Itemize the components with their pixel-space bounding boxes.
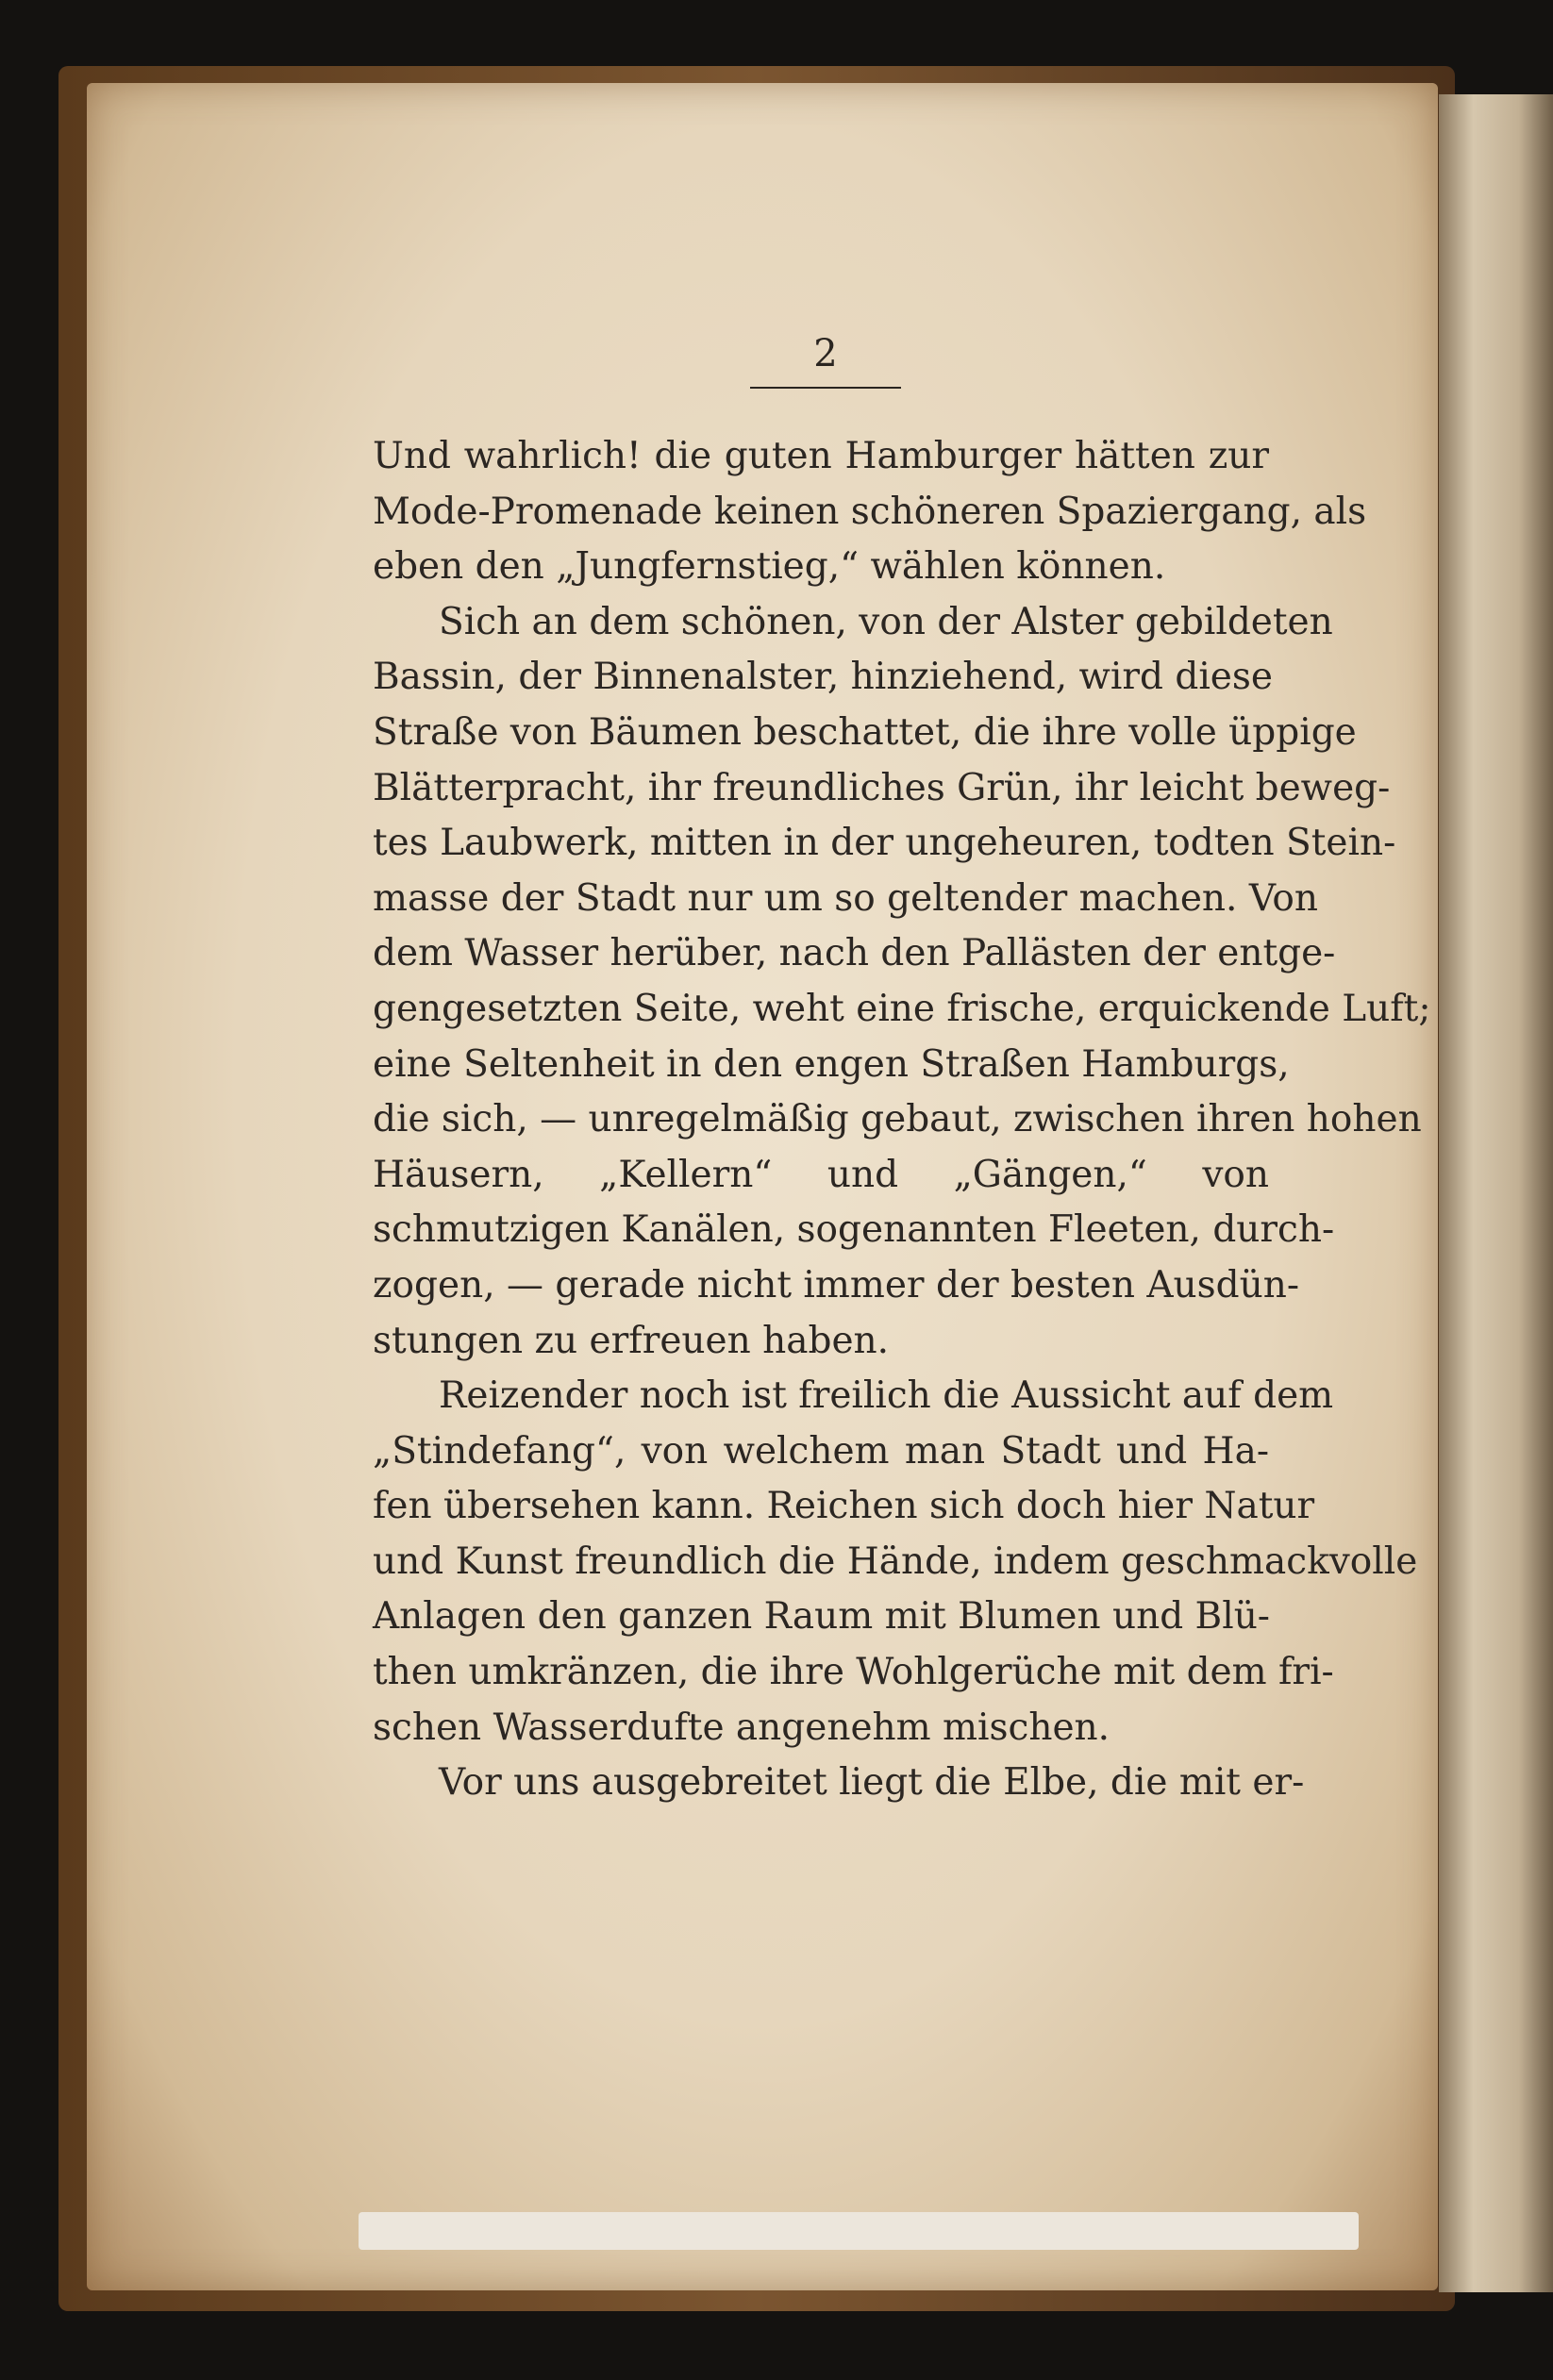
body-text: [373, 429, 1431, 1811]
text-line: Vor uns ausgebreitet liegt die Elbe, die mit er-: [439, 1761, 1305, 1805]
text-line: Häusern, „Kellern“ und „Gängen,“ von: [373, 1153, 1269, 1196]
text-line: schmutzigen Kanälen, sogenannten Fleeten, durch-: [373, 1208, 1335, 1252]
text-line: „Stindefang“, von welchem man Stadt und Ha-: [373, 1429, 1269, 1473]
text-line: zogen, — gerade nicht immer der besten Ausdün-: [373, 1263, 1300, 1307]
text-line: Sich an dem schönen, von der Alster gebildeten: [439, 600, 1333, 643]
header-rule: [750, 387, 901, 389]
text-line: tes Laubwerk, mitten in der ungeheuren, todten Stein-: [373, 822, 1396, 865]
text-line: Reizender noch ist freilich die Aussicht auf dem: [439, 1374, 1334, 1418]
text-line: Und wahrlich! die guten Hamburger hätten zur: [373, 435, 1269, 477]
text-line: Anlagen den ganzen Raum mit Blumen und Blü-: [373, 1595, 1270, 1639]
text-line: schen Wasserdufte angenehm mischen.: [373, 1706, 1110, 1749]
text-line: fen übersehen kann. Reichen sich doch hier Natur: [373, 1485, 1315, 1528]
text-line: eben den „Jungfernstieg,“ wählen können.: [373, 545, 1166, 589]
text-line: Bassin, der Binnenalster, hinziehend, wird diese: [373, 656, 1273, 699]
text-line: Mode-Promenade keinen schöneren Spaziergang, als: [373, 490, 1367, 533]
text-line: Straße von Bäumen beschattet, die ihre volle üppige: [373, 710, 1357, 754]
text-line: gengesetzten Seite, weht eine frische, erquickende Luft;: [373, 987, 1431, 1030]
text-line: eine Seltenheit in den engen Straßen Hamburgs,: [373, 1042, 1290, 1086]
page-number: 2: [813, 332, 838, 375]
text-line: masse der Stadt nur um so geltender machen. Von: [373, 876, 1319, 920]
text-line: dem Wasser herüber, nach den Pallästen der entge-: [373, 932, 1336, 975]
text-line: und Kunst freundlich die Hände, indem geschmackvolle: [373, 1540, 1418, 1583]
text-line: Blätterpracht, ihr freundliches Grün, ihr leicht beweg-: [373, 766, 1391, 809]
page-stack-edge: [1439, 94, 1553, 2292]
text-line: stungen zu erfreuen haben.: [373, 1319, 890, 1362]
text-line: then umkränzen, die ihre Wohlgerüche mit dem fri-: [373, 1651, 1334, 1694]
torn-page-strip: [359, 2212, 1359, 2250]
text-line: die sich, — unregelmäßig gebaut, zwischen ihren hohen: [373, 1098, 1422, 1141]
